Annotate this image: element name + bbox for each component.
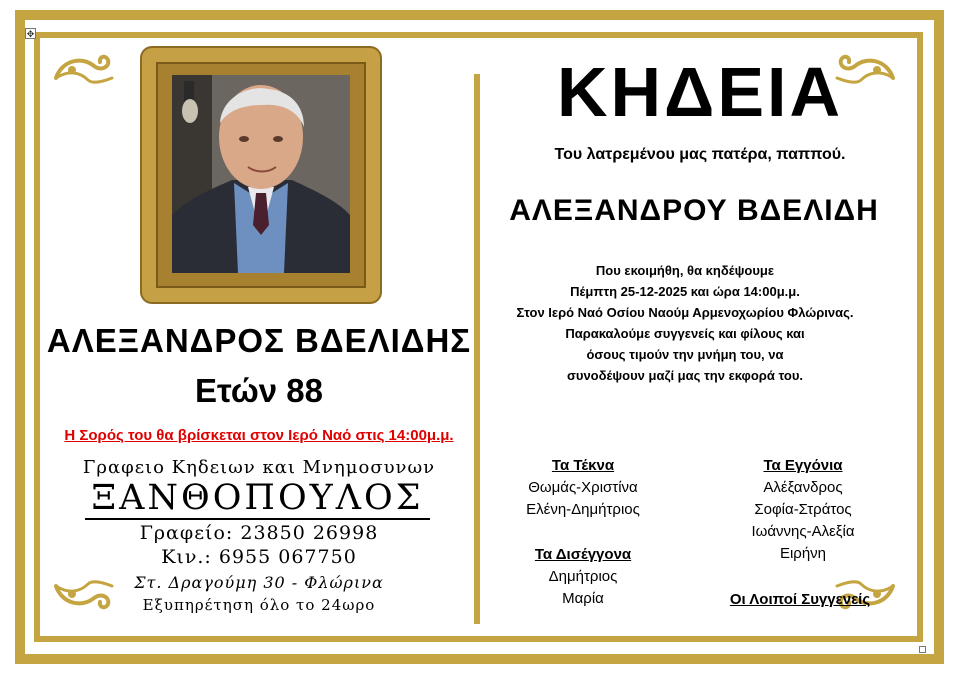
wake-notice: Η Σορός του θα βρίσκεται στον Ιερό Ναό στις 14:00μ.μ.	[64, 427, 454, 444]
deceased-genitive-name: ΑΛΕΞΑΝΔΡΟΥ ΒΔΕΛΙΔΗ	[509, 194, 879, 227]
deceased-age: Ετών 88	[195, 372, 323, 409]
portrait-photo	[172, 75, 350, 273]
children-name: Θωμάς-Χριστίνα	[528, 479, 638, 496]
grandchildren-block	[718, 455, 888, 565]
column-divider	[474, 74, 480, 624]
intro-line: Του λατρεμένου μας πατέρα, παππού.	[554, 146, 846, 163]
funeral-heading: ΚΗΔΕΙΑ	[556, 53, 844, 131]
other-relatives: Οι Λοιποί Συγγενείς	[729, 591, 871, 608]
announcement-line: συνοδέψουν μαζί μας την εκφορά του.	[566, 368, 803, 383]
announcement-line: όσους τιμούν την μνήμη του, να	[586, 347, 784, 362]
ornament-top-left-icon	[52, 52, 116, 86]
portrait-frame	[142, 48, 380, 302]
announcement-line: Που εκοιμήθη, θα κηδέψουμε	[595, 263, 775, 278]
great-grandchildren-name: Δημήτριος	[548, 568, 618, 585]
agency-service-hours: Εξυπηρέτηση όλο το 24ωρο	[142, 596, 376, 614]
portrait-image-icon	[172, 75, 350, 273]
announcement-block	[490, 260, 880, 386]
table-move-handle-icon[interactable]: ✥	[26, 29, 35, 39]
table-resize-handle-icon[interactable]	[919, 646, 926, 653]
agency-office-phone: Γραφείο: 23850 26998	[139, 522, 379, 544]
announcement-line: Παρακαλούμε συγγενείς και φίλους και	[565, 326, 805, 341]
grandchildren-name: Σοφία-Στράτος	[754, 501, 852, 518]
great-grandchildren-name: Μαρία	[562, 590, 604, 607]
children-name: Ελένη-Δημήτριος	[526, 501, 640, 518]
children-title: Τα Τέκνα	[551, 457, 615, 474]
grandchildren-name: Ιωάννης-Αλεξία	[751, 523, 855, 540]
children-block	[498, 455, 668, 521]
announcement-line: Πέμπτη 25-12-2025 και ώρα 14:00μ.μ.	[570, 284, 800, 299]
agency-mobile-phone: Κιν.: 6955 067750	[161, 546, 357, 568]
announcement-line: Στον Ιερό Ναό Οσίου Ναούμ Αρμενοχωρίου Φλώρινας.	[516, 305, 854, 320]
agency-subtitle: Γραφειο Κηδειων και Μνημοσυνων	[82, 457, 436, 478]
grandchildren-name: Αλέξανδρος	[763, 479, 843, 496]
grandchildren-title: Τα Εγγόνια	[763, 457, 843, 474]
deceased-name: ΑΛΕΞΑΝΔΡΟΣ ΒΔΕΛΙΔΗΣ	[46, 322, 472, 359]
great-grandchildren-title: Τα Δισέγγονα	[534, 546, 632, 563]
great-grandchildren-block	[498, 544, 668, 610]
agency-address: Στ. Δραγούμη 30 - Φλώρινα	[134, 573, 384, 592]
agency-name: ΞΑΝΘΟΠΟΥΛΟΣ	[85, 478, 430, 520]
grandchildren-name: Ειρήνη	[779, 545, 827, 562]
